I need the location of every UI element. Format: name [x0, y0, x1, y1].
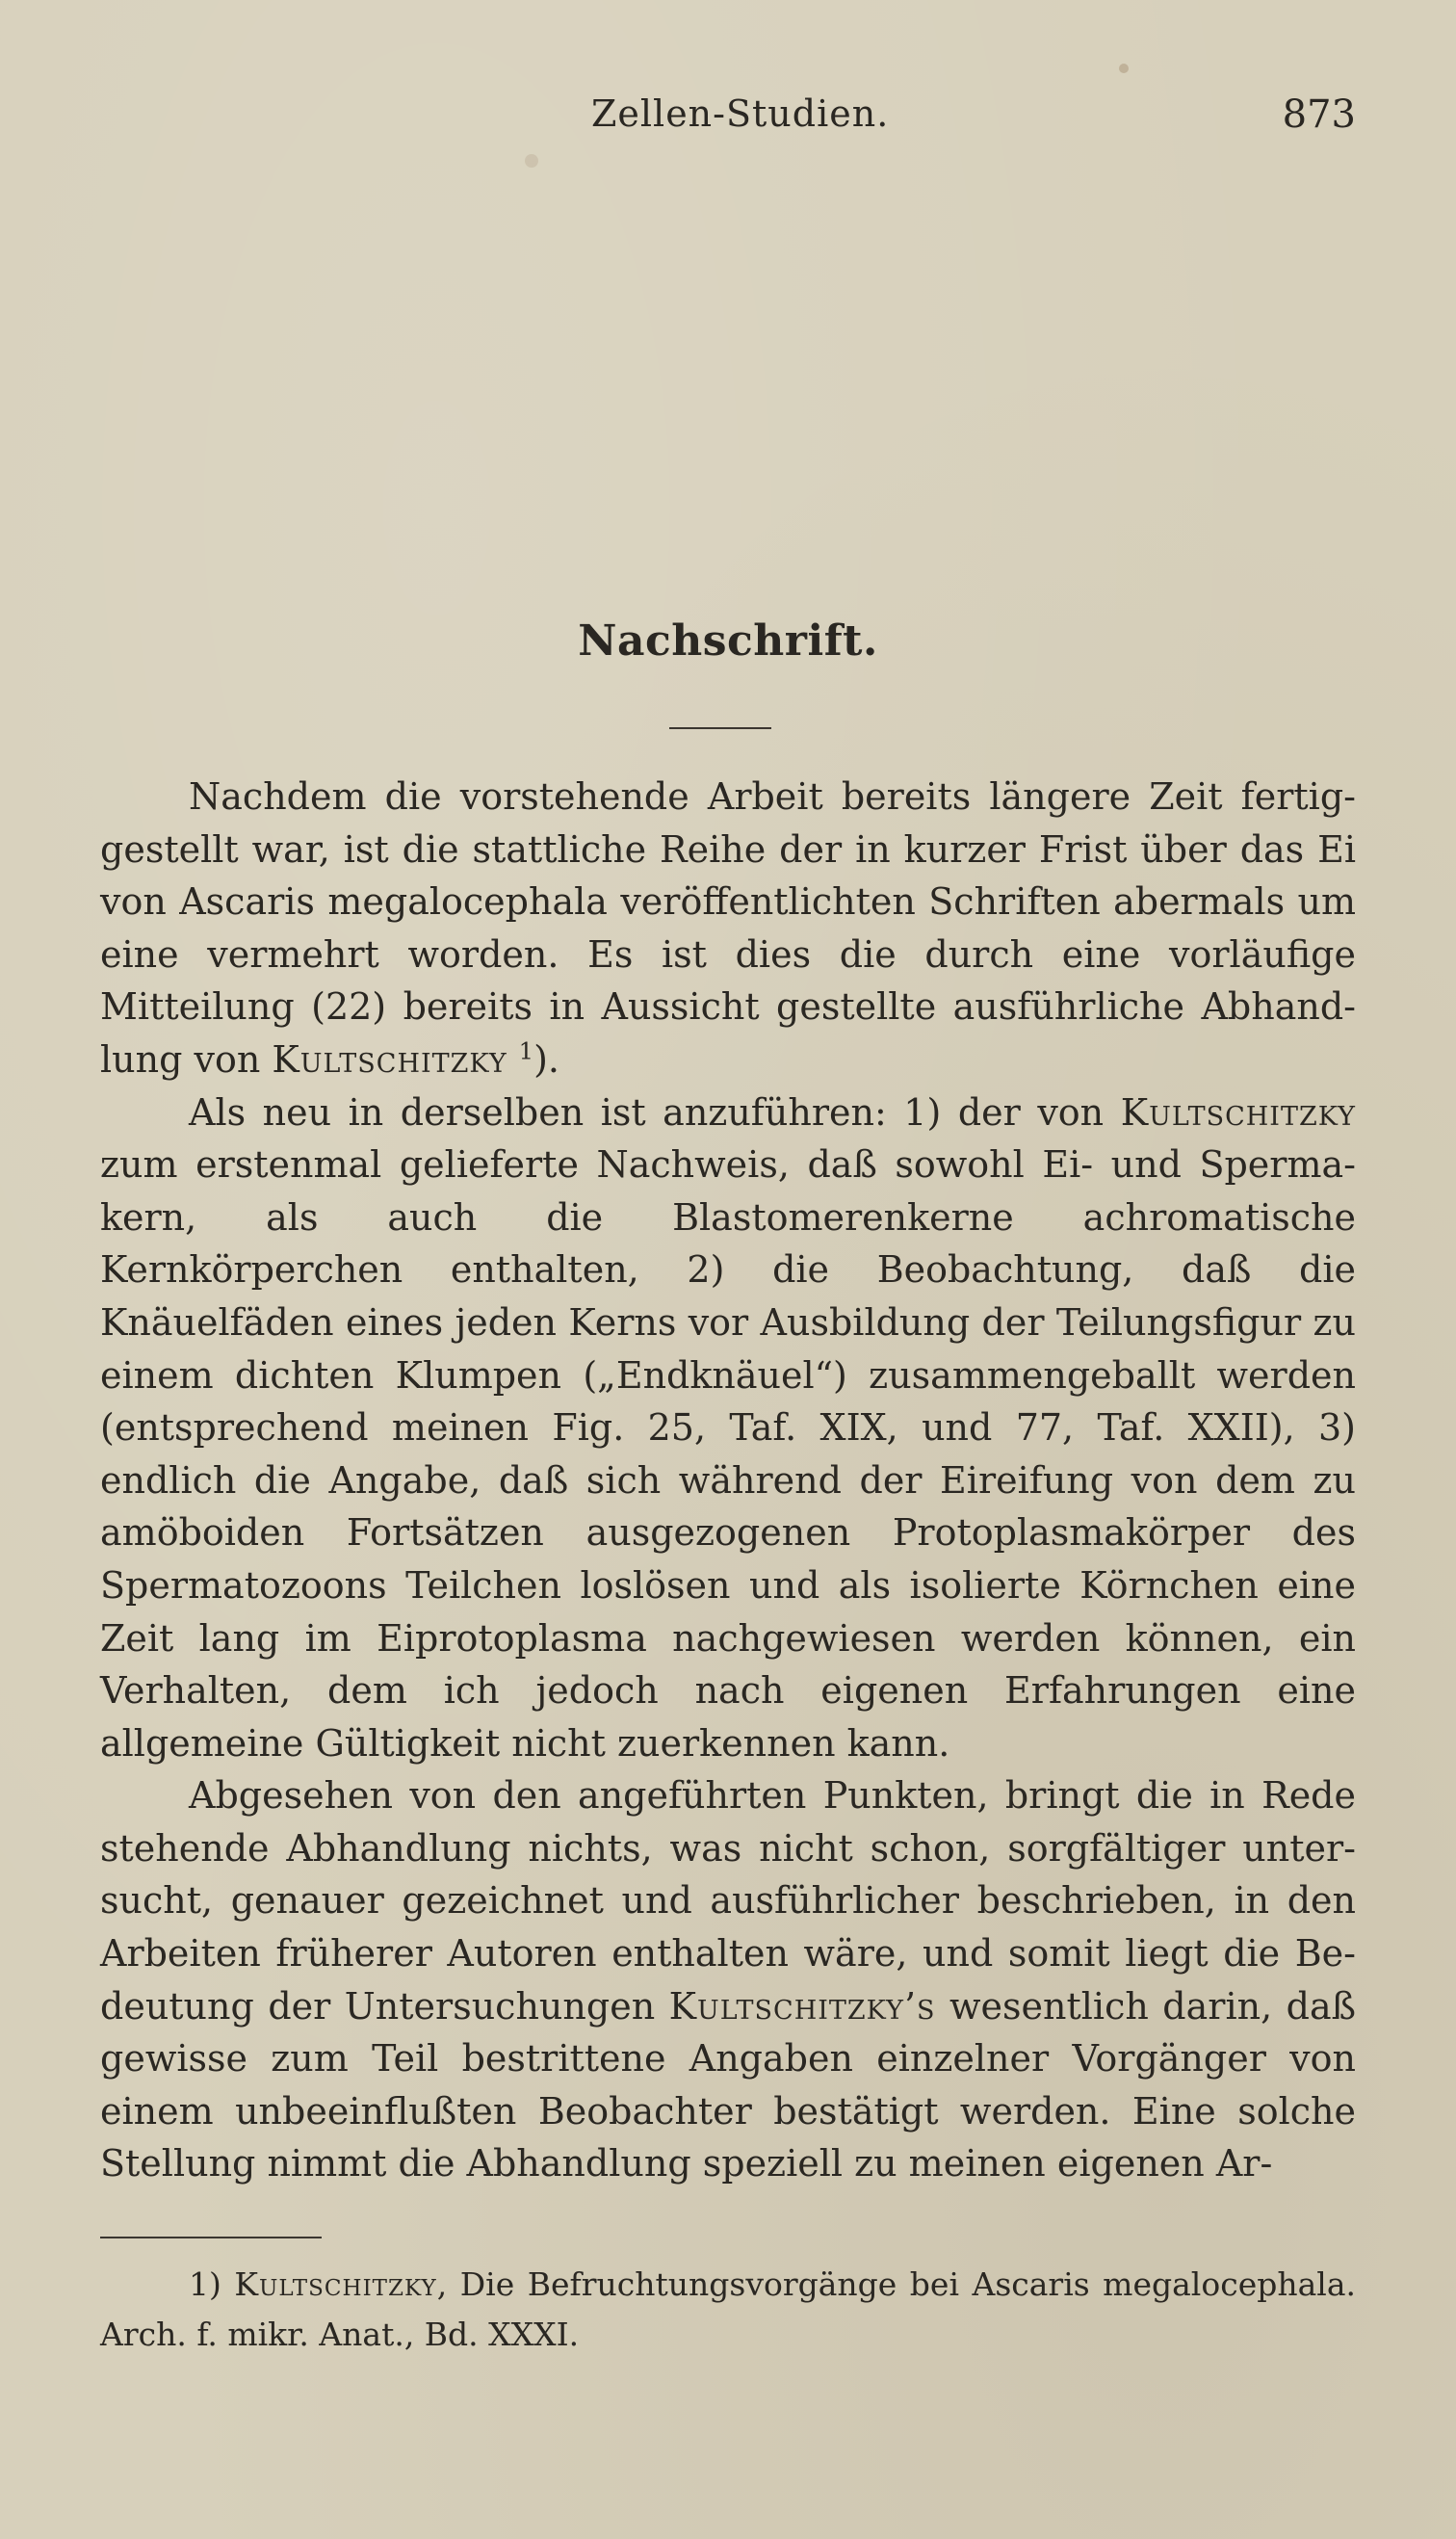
page-number: 873	[1282, 92, 1356, 137]
heading-divider	[669, 727, 771, 729]
running-head-title: Zellen-Studien.	[591, 92, 890, 135]
footnote-reference: 1	[518, 1037, 534, 1065]
paragraph-1	[100, 771, 1356, 1086]
paragraph-3-text: Abgesehen von den angeführten Punkten, bringt die in Rede stehende Abhandlung nichts, was nicht schon, sorgfältiger untersucht, genauer gezeichnet und ausführlicher beschrieben, in den Arbeiten früherer Autoren enthalten wäre, und somit liegt die Bedeutung der Untersuchungen	[100, 1774, 1356, 2028]
paragraph-3-rest: wesentlich darin, daß gewisse zum Teil bestrittene Angaben einzelner Vorgänger von einem unbeeinflußten Beobachter bestätigt werden. Eine solche Stellung nimmt die Abhandlung speziell zu meinen eigenen Ar-	[100, 1984, 1357, 2186]
footnote-divider	[100, 2237, 322, 2238]
paragraph-2-text: Als neu in derselben ist anzuführen: 1) der von	[189, 1090, 1121, 1134]
body-text	[100, 771, 1356, 2190]
section-heading: Nachschrift.	[578, 616, 878, 666]
footnote-text: , Die Befruchtungsvorgänge bei Ascaris megalocephala. Arch. f. mikr. Anat., Bd. XXXI.	[100, 2265, 1356, 2353]
paragraph-1-text: Nachdem die vorstehende Arbeit bereits längere Zeit fertiggestellt war, ist die stattliche Reihe der in kurzer Frist über das Ei von Ascaris megalocephala veröffentlichten Schriften abermals um eine vermehrt worden. Es ist dies die durch eine vorläufige Mitteilung (22) bereits in Aussicht gestellte ausführliche Abhandlung von	[100, 775, 1356, 1081]
paragraph-1-end: ).	[533, 1037, 559, 1081]
footnote-author: Kultschitzky	[234, 2265, 437, 2303]
author-name: Kultschitzky’s	[668, 1984, 936, 2028]
running-head	[100, 92, 1356, 146]
paragraph-2	[100, 1086, 1356, 1770]
paper-stain	[525, 154, 538, 168]
footnote	[100, 2260, 1356, 2360]
author-name: Kultschitzky	[1120, 1090, 1356, 1134]
author-name: Kultschitzky	[272, 1037, 507, 1081]
paragraph-3	[100, 1769, 1356, 2190]
paper-stain	[1119, 64, 1129, 73]
footnote-number: 1)	[189, 2265, 221, 2303]
paragraph-2-rest: zum erstenmal gelieferte Nachweis, daß sowohl Ei- und Spermakern, als auch die Blastomerenkerne achromatische Kernkörperchen enthalten, 2) die Beobachtung, daß die Knäuelfäden eines jeden Kerns vor Ausbildung der Teilungsfigur zu einem dichten Klumpen („Endknäuel“) zusammengeballt werden (entsprechend meinen Fig. 25, Taf. XIX, und 77, Taf. XXII), 3) endlich die Angabe, daß sich während der Eireifung von dem zu amöboiden Fortsätzen ausgezogenen Protoplasmakörper des Spermatozoons Teilchen loslösen und als isolierte Körnchen eine Zeit lang im Eiprotoplasma nachgewiesen werden können, ein Verhalten, dem ich jedoch nach eigenen Erfahrungen eine allgemeine Gültigkeit nicht zuerkennen kann.	[100, 1143, 1356, 1765]
footnote-entry	[100, 2260, 1356, 2360]
